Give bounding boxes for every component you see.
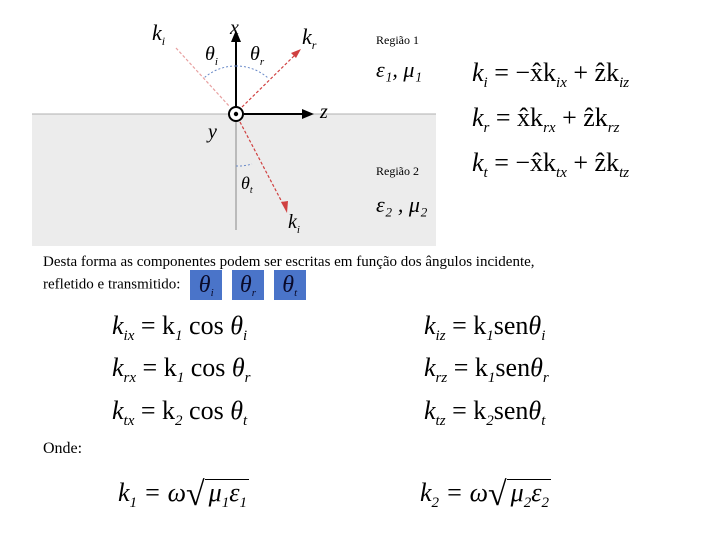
paragraph-line-1: Desta forma as componentes podem ser escritas em função dos ângulos incidente, xyxy=(43,254,535,270)
eq-krz: $k_{rz} = k_1sen\theta_r$ xyxy=(424,353,549,386)
eq-kiz: $k_{iz} = k_1sen\theta_i$ xyxy=(424,311,546,344)
theta-i-chip: $\theta_i$ xyxy=(190,270,222,300)
reflected-k-label: $k_r$ xyxy=(302,24,317,52)
incident-angle-arc xyxy=(204,66,236,78)
region-2-label: Região 2 xyxy=(376,164,419,178)
paragraph-line-2: refletido e transmitido: $\theta_i$ $\theta_r$ $\theta_t$ xyxy=(43,270,663,300)
sqrt-symbol: √ xyxy=(487,476,507,513)
reflected-angle-label: $\theta_r$ xyxy=(250,43,265,68)
region-2-params: ε₂ , μ₂ xyxy=(376,192,428,217)
vector-eq-kt: $k_t$ = $-x̂k_{tx}$ + ẑk$_{tz}$ xyxy=(472,148,630,181)
eq-krx: $k_{rx} = k_1$ $\cos \theta_r$ xyxy=(112,353,251,386)
radicand: $\mu_2\varepsilon_2$ xyxy=(507,479,551,511)
region-1-params: ε₁, μ₁ xyxy=(376,57,423,82)
incident-k-label: $k_i$ xyxy=(152,20,166,48)
transmitted-angle-label: $\theta_t$ xyxy=(241,173,253,196)
eq-ktz: $k_{tz} = k_2sen\theta_t$ xyxy=(424,396,546,429)
incident-ray xyxy=(176,48,230,107)
z-axis-label: z xyxy=(320,101,328,123)
eq-ktx: $k_{tx} = k_2$ $\cos \theta_t$ xyxy=(112,396,248,429)
theta-t-chip: $\theta_t$ xyxy=(274,270,306,300)
transmitted-k-label: $k_i$ xyxy=(288,211,300,236)
incident-angle-label: $\theta_i$ xyxy=(205,43,218,68)
vector-eq-ki: $k_i$ = $-x̂k_{ix}$ + ẑk$_{iz}$ xyxy=(472,58,630,91)
description-paragraph xyxy=(43,252,663,300)
theta-r-chip: $\theta_r$ xyxy=(232,270,264,300)
onde-label: Onde: xyxy=(43,440,83,457)
sqrt-symbol: √ xyxy=(185,476,205,513)
y-axis-dot xyxy=(234,112,238,116)
y-axis-label: y xyxy=(208,121,217,143)
region-2-background xyxy=(32,114,436,246)
region-1-label: Região 1 xyxy=(376,33,419,47)
x-axis-label: x xyxy=(230,17,239,39)
vector-eq-kr: $k_r$ = $x̂k_{rx}$ + ẑk$_{rz}$ xyxy=(472,103,620,136)
radicand: $\mu_1\varepsilon_1$ xyxy=(205,479,249,511)
eq-kix: $k_{ix} = k_1$ $\cos \theta_i$ xyxy=(112,311,248,344)
eq-k1-definition: $k_1 = \omega√$ $\mu_1\varepsilon_1$ xyxy=(118,476,247,513)
eq-k2-definition: $k_2 = \omega√$ $\mu_2\varepsilon_2$ xyxy=(420,476,549,513)
